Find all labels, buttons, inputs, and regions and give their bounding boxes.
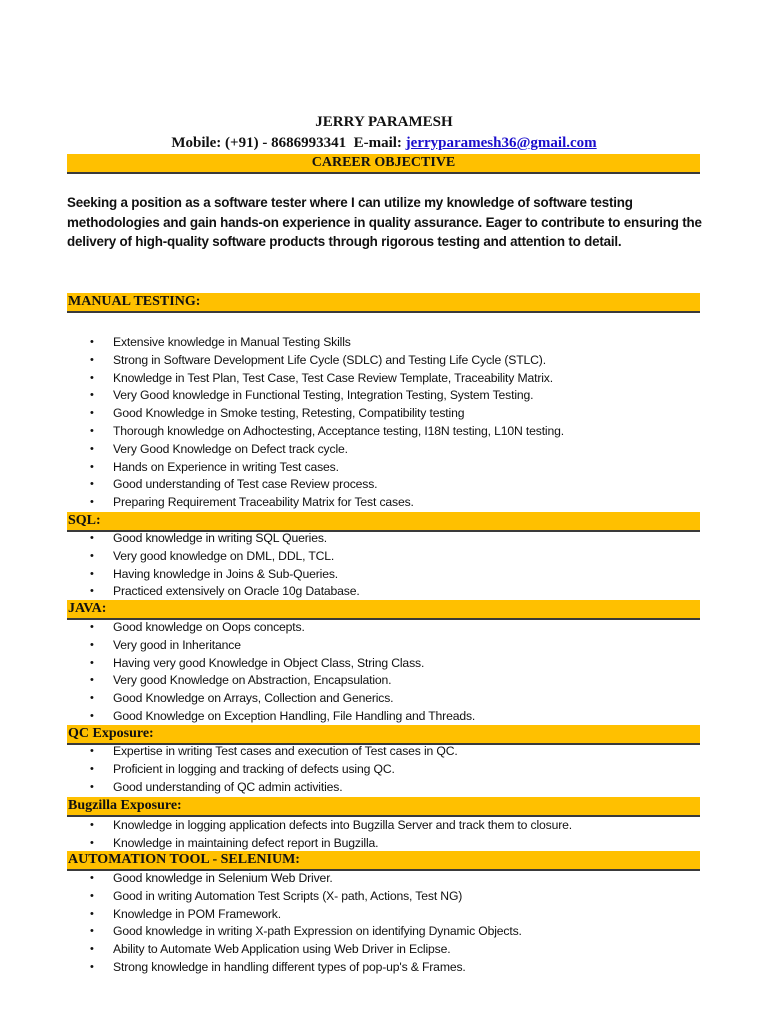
bullet-icon: • <box>90 585 94 598</box>
bullet-icon: • <box>90 889 94 902</box>
bullet-icon: • <box>90 960 94 973</box>
bullet-icon: • <box>90 460 94 473</box>
career-objective-text: Seeking a position as a software tester where I can utilize my knowledge of software testing methodologies and gain hands-on experience in quality assurance. Eager to contribute to ensuring the delivery of high-quality software products through rigorous testing and attention to detail. <box>67 195 702 249</box>
list-item: • Good knowledge on Oops concepts. <box>67 619 707 637</box>
bullet-icon: • <box>90 567 94 580</box>
list-item: • Good knowledge in writing X-path Expression on identifying Dynamic Objects. <box>67 923 707 941</box>
bullet-icon: • <box>90 638 94 651</box>
bullet-icon: • <box>90 532 94 544</box>
bullet-icon: • <box>90 836 94 849</box>
bullet-icon: • <box>90 621 94 633</box>
bullet-icon: • <box>90 925 94 938</box>
bullet-icon: • <box>90 709 94 722</box>
list-item: • Very good knowledge on DML, DDL, TCL. <box>67 548 707 566</box>
list-item: • Practiced extensively on Oracle 10g Database. <box>67 583 707 601</box>
java-list <box>67 619 707 726</box>
list-item: • Good in writing Automation Test Scripts (X- path, Actions, Test NG) <box>67 888 707 906</box>
list-item: • Preparing Requirement Traceability Matrix for Test cases. <box>67 494 707 512</box>
bullet-icon: • <box>90 353 94 366</box>
list-item: • Very good in Inheritance <box>67 637 707 655</box>
sql-list <box>67 530 707 601</box>
list-item: • Good understanding of Test case Review process. <box>67 476 707 494</box>
list-item: • Knowledge in maintaining defect report in Bugzilla. <box>67 835 707 853</box>
bullet-icon: • <box>90 692 94 705</box>
section-heading-sql <box>67 512 700 532</box>
list-item: • Good knowledge in Selenium Web Driver. <box>67 870 707 888</box>
bullet-icon: • <box>90 549 94 562</box>
list-item: • Strong knowledge in handling different types of pop-up's & Frames. <box>67 959 707 977</box>
section-heading-bugzilla-exposure <box>67 797 700 817</box>
section-heading-automation-selenium <box>67 851 700 871</box>
bullet-icon: • <box>90 656 94 669</box>
list-item: • Very Good knowledge in Functional Testing, Integration Testing, System Testing. <box>67 387 707 405</box>
list-item: • Knowledge in Test Plan, Test Case, Test Case Review Template, Traceability Matrix. <box>67 370 707 388</box>
list-item: • Strong in Software Development Life Cycle (SDLC) and Testing Life Cycle (STLC). <box>67 352 707 370</box>
qc-exposure-list <box>67 743 707 796</box>
mobile-text: Mobile: (+91) - 8686993341 E-mail: <box>171 135 406 151</box>
section-title: JAVA: <box>68 601 107 616</box>
list-item: • Having very good Knowledge in Object Class, String Class. <box>67 655 707 673</box>
section-title: MANUAL TESTING: <box>68 294 201 309</box>
email-link[interactable]: jerryparamesh36@gmail.com <box>405 135 597 151</box>
list-item: • Good Knowledge on Exception Handling, File Handling and Threads. <box>67 708 707 726</box>
bullet-icon: • <box>90 371 94 384</box>
section-heading-qc-exposure <box>67 725 700 745</box>
bullet-icon: • <box>90 674 94 687</box>
automation-selenium-list <box>67 870 707 977</box>
section-heading-manual-testing <box>67 293 700 313</box>
bullet-icon: • <box>90 424 94 437</box>
bullet-icon: • <box>90 780 94 793</box>
list-item: • Good understanding of QC admin activities. <box>67 779 707 797</box>
list-item: • Knowledge in logging application defects into Bugzilla Server and track them to closure. <box>67 817 707 835</box>
list-item: • Proficient in logging and tracking of defects using QC. <box>67 761 707 779</box>
list-item: • Good Knowledge in Smoke testing, Retesting, Compatibility testing <box>67 405 707 423</box>
list-item: • Very Good Knowledge on Defect track cycle. <box>67 441 707 459</box>
list-item: • Hands on Experience in writing Test cases. <box>67 459 707 477</box>
bullet-icon: • <box>90 336 94 348</box>
list-item: • Extensive knowledge in Manual Testing Skills <box>67 334 707 352</box>
candidate-name: JERRY PARAMESH <box>315 114 453 130</box>
section-heading-java <box>67 600 700 620</box>
bullet-icon: • <box>90 745 94 757</box>
bullet-icon: • <box>90 478 94 491</box>
list-item: • Knowledge in POM Framework. <box>67 906 707 924</box>
section-title: QC Exposure: <box>68 726 154 741</box>
list-item: • Good Knowledge on Arrays, Collection and Generics. <box>67 690 707 708</box>
list-item: • Ability to Automate Web Application using Web Driver in Eclipse. <box>67 941 707 959</box>
bullet-icon: • <box>90 943 94 956</box>
section-title: AUTOMATION TOOL - SELENIUM: <box>68 852 300 867</box>
list-item: • Good knowledge in writing SQL Queries. <box>67 530 707 548</box>
manual-testing-list <box>67 334 707 512</box>
career-objective-heading <box>67 154 700 174</box>
bullet-icon: • <box>90 442 94 455</box>
section-title: SQL: <box>68 513 101 528</box>
bullet-icon: • <box>90 762 94 775</box>
list-item: • Very good Knowledge on Abstraction, Encapsulation. <box>67 672 707 690</box>
bugzilla-exposure-list <box>67 817 707 853</box>
bullet-icon: • <box>90 496 94 509</box>
section-title: CAREER OBJECTIVE <box>311 155 456 170</box>
bullet-icon: • <box>90 819 94 831</box>
list-item: • Thorough knowledge on Adhoctesting, Acceptance testing, I18N testing, L10N testing. <box>67 423 707 441</box>
list-item: • Expertise in writing Test cases and execution of Test cases in QC. <box>67 743 707 761</box>
bullet-icon: • <box>90 389 94 402</box>
bullet-icon: • <box>90 407 94 420</box>
contact-line <box>0 134 768 152</box>
bullet-icon: • <box>90 872 94 884</box>
bullet-icon: • <box>90 907 94 920</box>
section-title: Bugzilla Exposure: <box>68 798 182 813</box>
list-item: • Having knowledge in Joins & Sub-Queries. <box>67 566 707 584</box>
